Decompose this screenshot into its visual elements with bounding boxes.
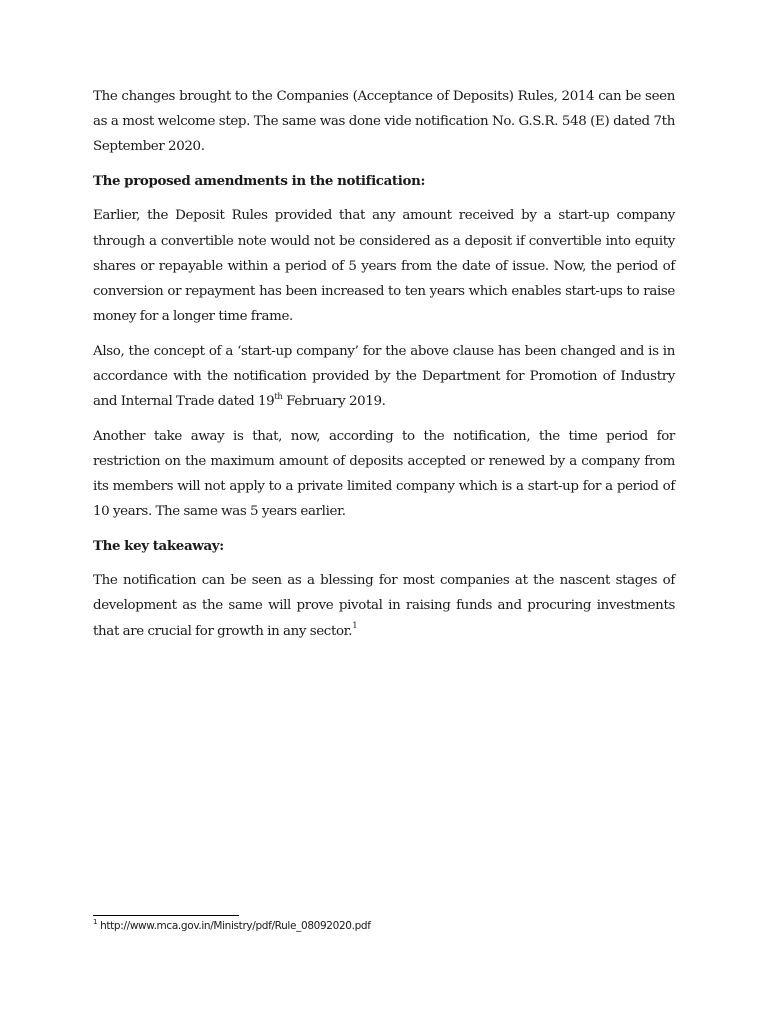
startup-concept-text: Also, the concept of a ‘start-up company’ for the above clause has been changed and is in accordance with the notification provided by the Department for Promotion of Industry and Internal Trade dated 19: [93, 343, 675, 410]
footnote-separator: [93, 915, 239, 916]
amendments-heading: The proposed amendments in the notification:: [93, 172, 426, 189]
takeaway-heading: The key takeaway:: [93, 537, 224, 554]
startup-concept-date-text: February 2019.: [282, 394, 386, 410]
ordinal-superscript: th: [274, 391, 283, 402]
startup-concept-paragraph: [93, 339, 675, 415]
takeaway-paragraph: [93, 568, 675, 644]
takeaway-text: The notification can be seen as a blessing for most companies at the nascent stages of development as the same will prove pivotal in raising funds and procuring investments that are crucial for growth in any sector.: [93, 573, 675, 639]
deposit-rules-paragraph: Earlier, the Deposit Rules provided that any amount received by a start-up company through a convertible note would not be considered as a deposit if convertible into equity shares or repayable within a period of 5 years from the date of issue. Now, the period of conversion or repayment has been increased to ten years which enables start-ups to raise money for a longer time frame.: [93, 208, 675, 325]
footnote-marker: 1: [93, 917, 98, 926]
restriction-paragraph: Another take away is that, now, according to the notification, the time period for restriction on the maximum amount of deposits accepted or renewed by a company from its members will not apply to a private limited company which is a start-up for a period of 10 years. The same was 5 years earlier.: [93, 428, 675, 520]
footnote-link[interactable]: http://www.mca.gov.in/Ministry/pdf/Rule_08092020.pdf: [97, 920, 371, 932]
footnote: [93, 917, 371, 932]
intro-paragraph: The changes brought to the Companies (Acceptance of Deposits) Rules, 2014 can be seen as a most welcome step. The same was done vide notification No. G.S.R. 548 (E) dated 7th September 2020.: [93, 89, 675, 155]
footnote-reference[interactable]: 1: [352, 621, 358, 632]
document-body: [93, 84, 675, 653]
